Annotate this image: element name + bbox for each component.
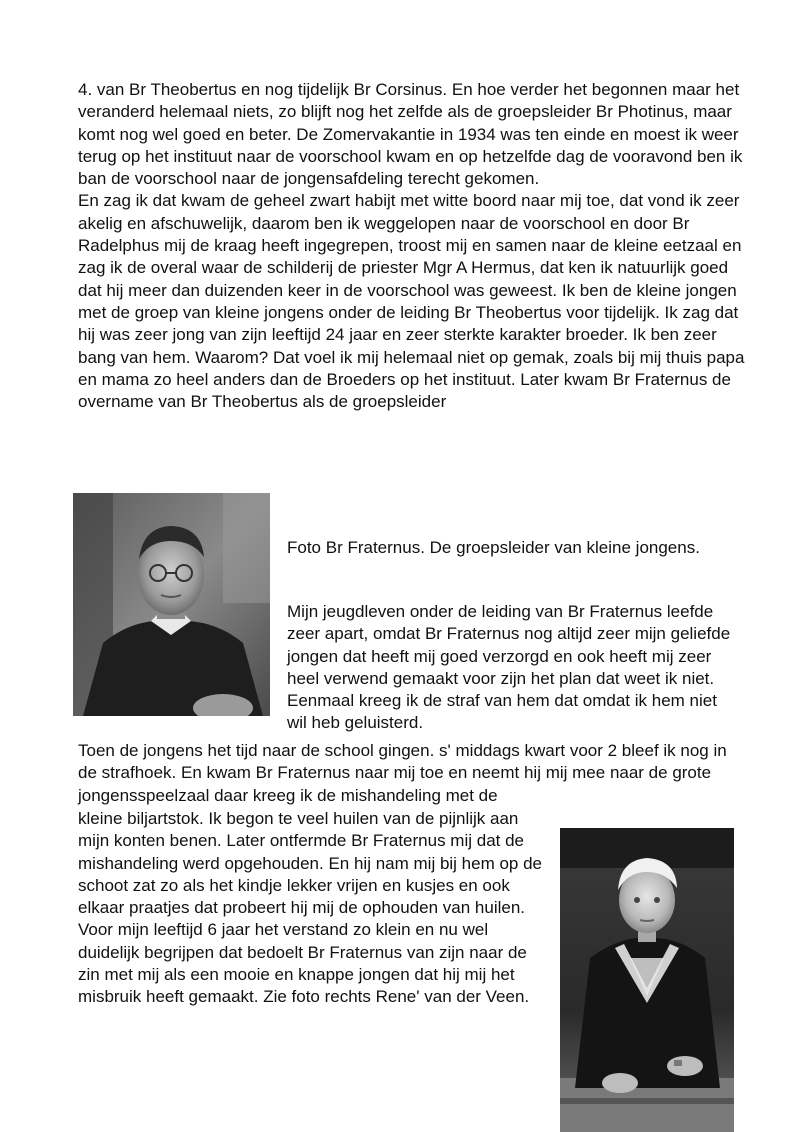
photo-caption: Foto Br Fraternus. De groepsleider van kleine jongens. [287,538,700,557]
paragraph-left-column: kleine biljartstok. Ik begon te veel huilen van de pijnlijk aan mijn konten benen. Later ontfermde Br Fraternus mij dat de mishandeling werd opgehouden. En hij nam mij bij hem op de schoot zat zo als het kindje lekker vrijen en kusjes en ook elkaar praatjes dat probeert hij mij de ophouden van huilen. Voor mijn leeftijd 6 jaar het verstand zo klein en nu wel duidelijk begrijpen dat bedoelt Br Fraternus van zijn naar de zin met mij als een mooie en knappe jongen dat hij mij het misbruik heeft gemaakt. Zie foto rechts Rene' van der Veen. [78,809,543,1007]
photo-brother-fraternus [73,493,270,716]
paragraph-intro [78,79,748,413]
photo-boy-rene [560,828,734,1132]
second-text: En zag ik dat kwam de geheel zwart habijt met witte boord naar mij toe, dat vond ik zeer akelig en afschuwelijk, daarom ben ik weggelopen naar de voorschool en door Br Radelphus mij de kraag heeft ingegrepen, troost mij en samen naar de kleine eetzaal en zag ik de overal waar de schilderij de priester Mgr A Hermus, dat ken ik natuurlijk goed dat hij meer dan duizenden keer in de voorschool was geweest. Ik ben de kleine jongen met de groep van kleine jongens onder de leiding Br Theobertus voor tijdelijk. Ik zag dat hij was zeer jong van zijn leeftijd 24 jaar en zeer sterkte karakter broeder. Ik ben zeer bang van hem. Waarom? Dat voel ik mij helemaal niet op gemak, zoals bij mij thuis papa en mama zo heel anders dan de Broeders op het instituut. Later kwam Br Fraternus de overname van Br Theobertus als de groepsleider [78,191,745,412]
paragraph-beside-photo: Mijn jeugdleven onder de leiding van Br Fraternus leefde zeer apart, omdat Br Fraternus nog altijd zeer mijn geliefde jongen dat heeft mij goed verzorgd en ook heeft mij zeer heel verwend gemaakt voor zijn het plan dat weet ik niet. Eenmaal kreeg ik de straf van hem dat omdat ik hem niet wil heb geluisterd. [287,602,731,733]
paragraph-full-width: Toen de jongens het tijd naar de school gingen. s' middags kwart voor 2 bleef ik nog in de strafhoek. En kwam Br Fraternus naar mij toe en neemt hij mij mee naar de grote jongensspeelzaal daar kreeg ik de mishandeling met de [78,741,727,805]
intro-text: 4. van Br Theobertus en nog tijdelijk Br Corsinus. En hoe verder het begonnen maar het veranderd helemaal niets, zo blijft nog het zelfde als de groepsleider Br Photinus, maar komt nog wel goed en beter. De Zomervakantie in 1934 was ten einde en moest ik weer terug op het instituut naar de voorschool kwam en op hetzelfde dag de vooravond ben ik ban de voorschool naar de jongensafdeling terecht gekomen. [78,80,743,189]
